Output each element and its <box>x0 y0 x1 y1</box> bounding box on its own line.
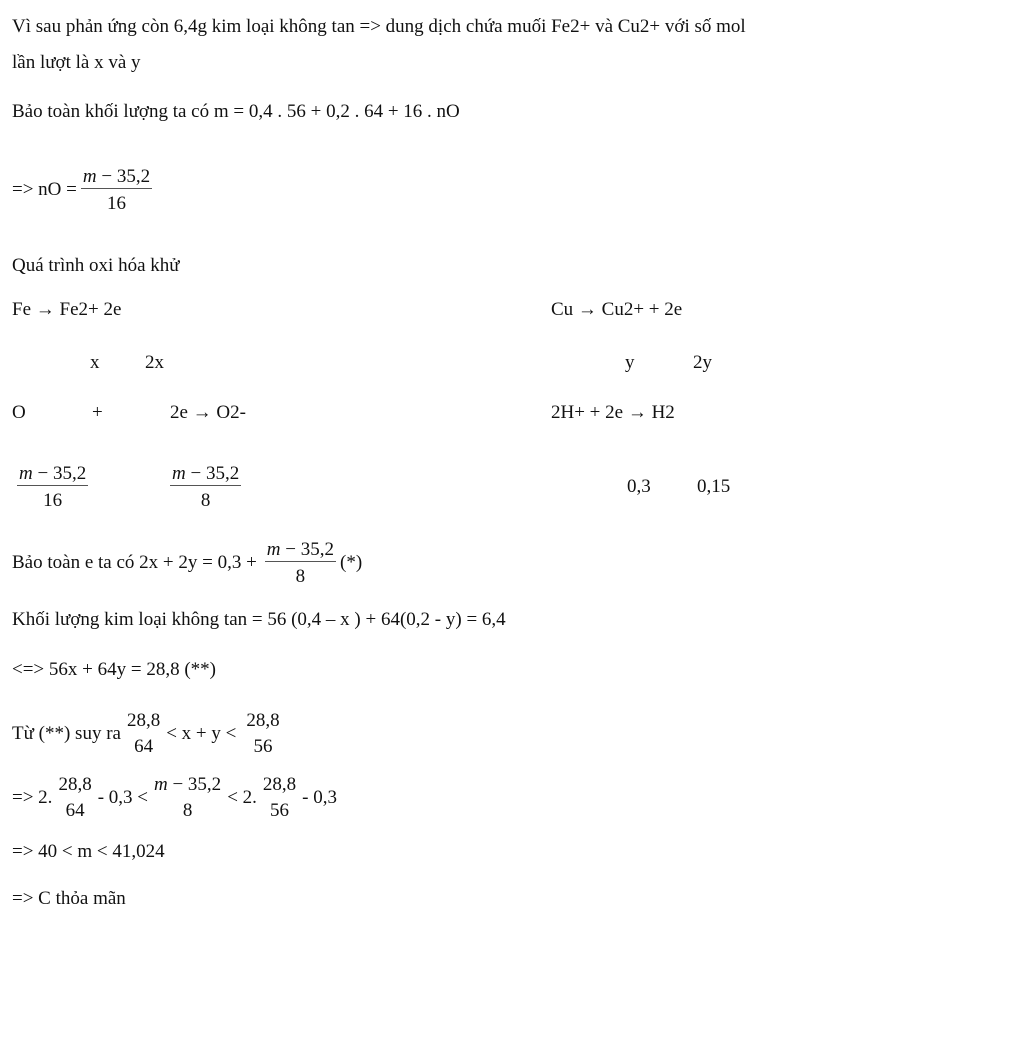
o-equation: 2e → O2- <box>170 402 246 423</box>
text: - 0,3 < <box>97 787 148 808</box>
text-line: Vì sau phản ứng còn 6,4g kim loại không tan => dung dịch chứa muối Fe2+ và Cu2+ với số mol <box>12 16 746 37</box>
cu-equation: Cu → Cu2+ + 2e <box>551 299 683 320</box>
text: - 0,3 <box>302 787 337 808</box>
text: 2y <box>693 352 712 373</box>
num: − 35,2 <box>280 538 334 560</box>
fe-equation: Fe → Fe2+ 2e <box>12 299 122 320</box>
var: m <box>19 462 33 484</box>
num: − 35,2 <box>167 774 222 795</box>
conclusion: => C thỏa mãn <box>12 888 126 909</box>
den: 16 <box>43 489 63 511</box>
text-line: Bảo toàn khối lượng ta có m = 0,4 . 56 + 0,2 . 64 + 16 . nO <box>12 101 460 122</box>
text-line: lần lượt là x và y <box>12 52 141 73</box>
den: 8 <box>182 800 193 821</box>
text: => nO = <box>12 179 77 200</box>
text-line: Khối lượng kim loại không tan = 56 (0,4 – x ) + 64(0,2 - y) = 6,4 <box>12 609 506 630</box>
electron-balance <box>12 533 362 593</box>
den: 8 <box>200 489 211 511</box>
num: 28,8 <box>58 774 92 795</box>
fraction <box>81 166 152 215</box>
num: − 35,2 <box>185 462 240 484</box>
fraction-e <box>166 457 245 517</box>
den: 64 <box>134 736 154 757</box>
text: O <box>12 402 26 423</box>
text: Từ (**) suy ra <box>12 723 121 744</box>
text-line: => 40 < m < 41,024 <box>12 841 165 862</box>
num: − 35,2 <box>32 462 87 484</box>
num: 28,8 <box>246 710 280 731</box>
text: < x + y < <box>166 723 237 744</box>
h-equation: 2H+ + 2e → H2 <box>551 402 675 423</box>
num: 28,8 <box>126 710 161 731</box>
text-line: Quá trình oxi hóa khử <box>12 255 180 276</box>
var: m <box>82 165 97 187</box>
var: m <box>266 538 281 560</box>
den: 56 <box>253 736 273 757</box>
text: 2x <box>145 352 164 373</box>
text-line: <=> 56x + 64y = 28,8 (**) <box>12 659 216 680</box>
den: 16 <box>106 192 126 214</box>
text: < 2. <box>227 787 257 808</box>
no-formula <box>12 160 156 220</box>
text: y <box>625 352 635 373</box>
text: => 2. <box>12 787 53 808</box>
fraction-o <box>13 457 92 517</box>
text: 0,15 <box>697 476 731 497</box>
num: 28,8 <box>262 774 297 795</box>
den: 56 <box>270 800 290 821</box>
text: 0,3 <box>627 476 651 497</box>
inequality-line <box>12 768 337 828</box>
range-line <box>12 704 286 764</box>
num: − 35,2 <box>96 165 151 187</box>
den: 8 <box>295 565 306 587</box>
text: + <box>92 402 103 423</box>
var: m <box>153 774 168 795</box>
den: 64 <box>65 800 85 821</box>
text: Bảo toàn e ta có 2x + 2y = 0,3 + <box>12 552 257 573</box>
var: m <box>172 462 186 484</box>
text: x <box>90 352 100 373</box>
text: (*) <box>340 552 363 573</box>
